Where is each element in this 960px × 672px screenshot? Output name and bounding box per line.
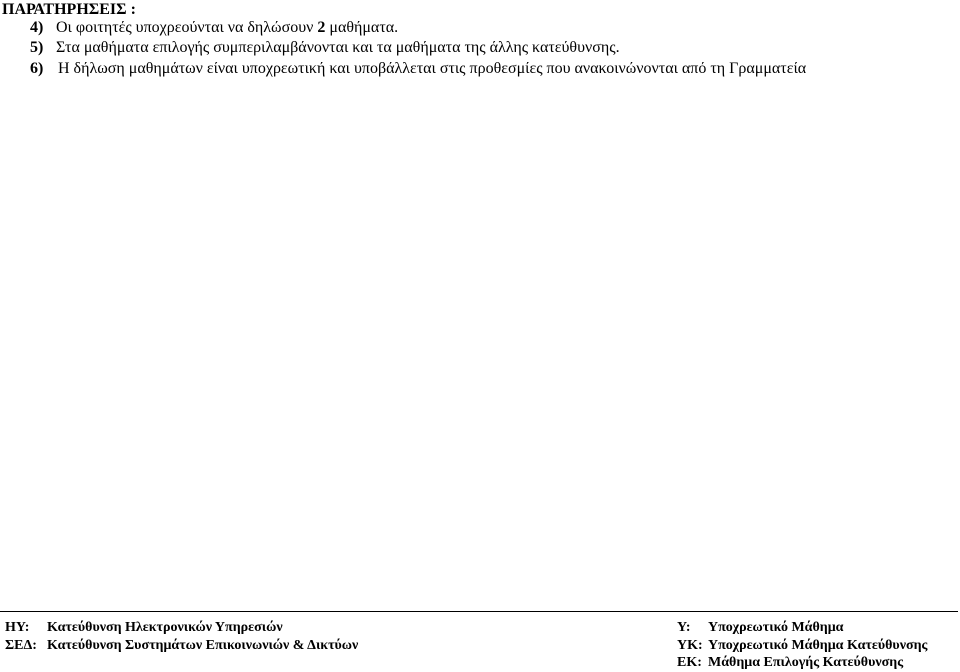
legend-code: ΗΥ:	[5, 620, 30, 635]
legend-divider	[0, 611, 958, 612]
legend-desc: Υποχρεωτικό Μάθημα	[708, 620, 844, 635]
legend-code: ΕΚ:	[677, 655, 702, 670]
legend-desc: Μάθημα Επιλογής Κατεύθυνσης	[708, 655, 904, 670]
legend-code: ΥΚ:	[677, 638, 703, 653]
note-text-before: Οι φοιτητές υποχρεούνται να δηλώσουν	[56, 19, 318, 36]
legend-row-yk	[677, 637, 927, 655]
legend-desc: Υποχρεωτικό Μάθημα Κατεύθυνσης	[708, 638, 928, 653]
note-text-bold: 2	[317, 19, 326, 36]
note-text-after: μαθήματα.	[325, 19, 399, 36]
note-number: 4)	[30, 19, 44, 36]
legend-row-sed	[5, 637, 358, 655]
legend-row-hy	[5, 619, 283, 637]
legend-desc: Κατεύθυνση Ηλεκτρονικών Υπηρεσιών	[47, 620, 283, 635]
legend-code: ΣΕΔ:	[5, 638, 37, 653]
note-item-6	[30, 59, 806, 79]
notes-title: ΠΑΡΑΤΗΡΗΣΕΙΣ :	[2, 1, 136, 18]
note-item-4	[30, 18, 398, 38]
legend-row-ek	[677, 654, 903, 672]
legend-desc: Κατεύθυνση Συστημάτων Επικοινωνιών & Δικτύων	[47, 638, 359, 653]
note-number: 5)	[30, 39, 44, 56]
legend-row-y	[677, 619, 843, 637]
note-item-5	[30, 38, 620, 58]
note-text: Στα μαθήματα επιλογής συμπεριλαμβάνονται και τα μαθήματα της άλλης κατεύθυνσης.	[56, 39, 620, 56]
legend-code: Υ:	[677, 620, 691, 635]
note-number: 6)	[30, 60, 44, 77]
note-text: Η δήλωση μαθημάτων είναι υποχρεωτική και υποβάλλεται στις προθεσμίες που ανακοινώνονται από τη Γραμματεία	[58, 60, 807, 77]
